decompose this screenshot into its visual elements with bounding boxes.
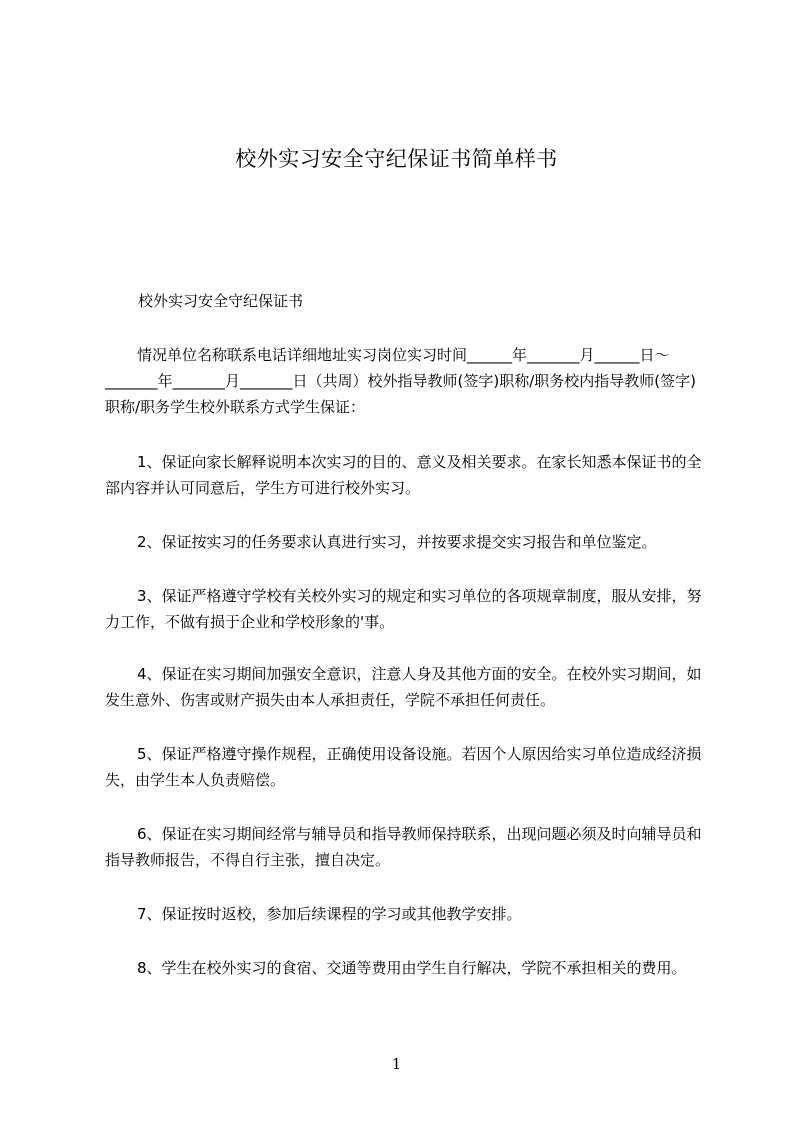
intro-paragraph: 情况单位名称联系电话详细地址实习岗位实习时间______年_______月______日～_______年_______月_______日（共周）校外指导教师(签字)职称/职务校内指导教师(签字)职称/职务学生校外联系方式学生保证： <box>105 346 696 416</box>
clause-3: 3、保证严格遵守学校有关校外实习的规定和实习单位的各项规章制度，服从安排，努力工作，不做有损于企业和学校形象的'事。 <box>105 587 702 631</box>
clause-8: 8、学生在校外实习的食宿、交通等费用由学生自行解决，学院不承担相关的费用。 <box>137 959 687 977</box>
subtitle: 校外实习安全守纪保证书 <box>138 292 304 310</box>
page-number: 1 <box>391 1055 402 1073</box>
clause-5: 5、保证严格遵守操作规程，正确使用设备设施。若因个人原因给实习单位造成经济损失，由学生本人负责赔偿。 <box>105 745 702 789</box>
clause-4: 4、保证在实习期间加强安全意识，注意人身及其他方面的安全。在校外实习期间，如发生意外、伤害或财产损失由本人承担责任，学院不承担任何责任。 <box>105 665 702 709</box>
clause-6: 6、保证在实习期间经常与辅导员和指导教师保持联系，出现问题必须及时向辅导员和指导教师报告，不得自行主张，擅自决定。 <box>105 825 702 869</box>
clause-1: 1、保证向家长解释说明本次实习的目的、意义及相关要求。在家长知悉本保证书的全部内容并认可同意后，学生方可进行校外实习。 <box>105 453 702 497</box>
clause-2: 2、保证按实习的任务要求认真进行实习，并按要求提交实习报告和单位鉴定。 <box>137 533 657 551</box>
clause-7: 7、保证按时返校，参加后续课程的学习或其他教学安排。 <box>137 905 522 923</box>
page-title: 校外实习安全守纪保证书简单样书 <box>235 147 558 171</box>
